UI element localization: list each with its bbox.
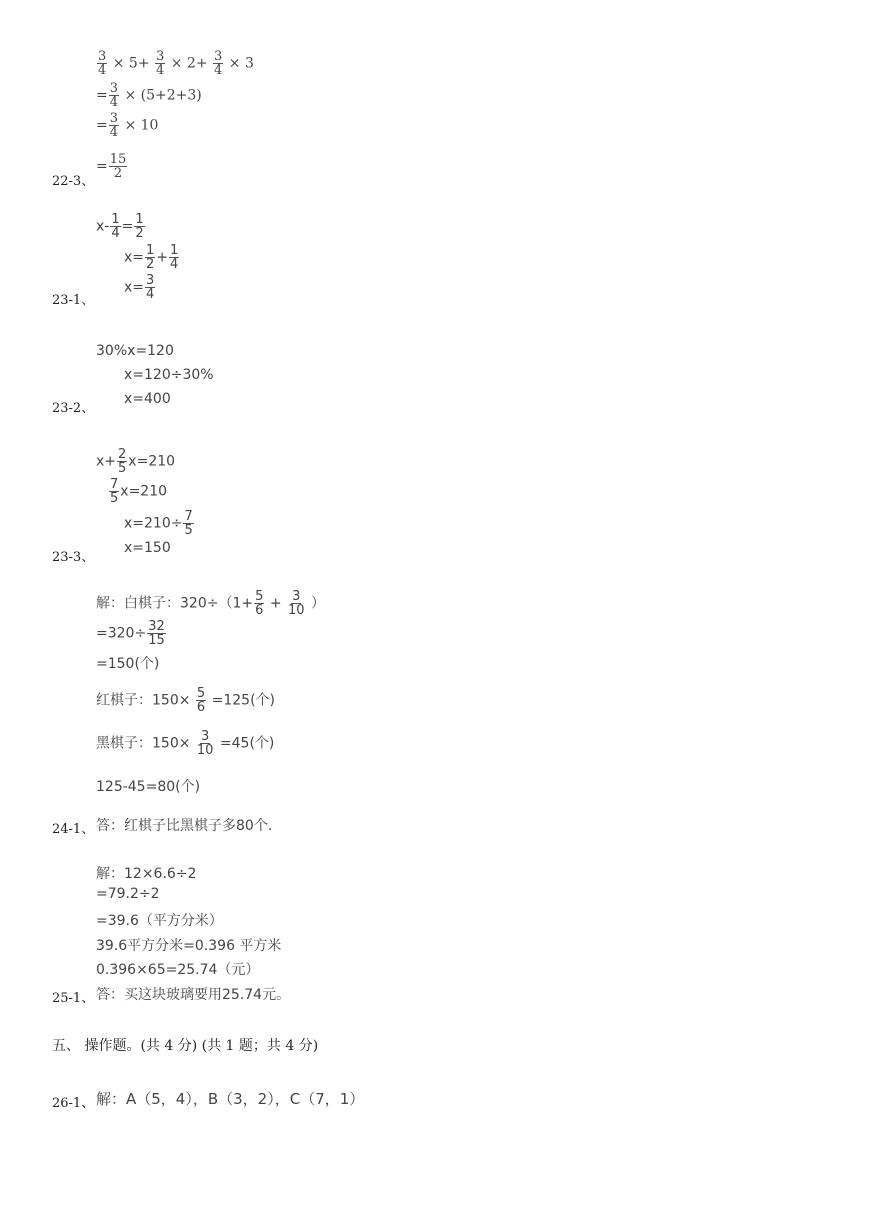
question-label-26-1: 26-1、 <box>52 1096 95 1111</box>
question-label-23-2: 23-2、 <box>52 401 95 416</box>
fraction: $\frac{7}{5}$ <box>184 509 193 538</box>
q23-3-line-2: $\frac{7}{5}$ x=210 <box>110 477 168 506</box>
fraction: $\frac{3}{10}$ <box>288 589 305 618</box>
q24-1-line-7: 答：红棋子比黑棋子多80个. <box>96 818 273 834</box>
fraction: $\frac{5}{6}$ <box>255 589 264 618</box>
q23-2-line-3: x=400 <box>124 391 171 407</box>
fraction: $\frac{32}{15}$ <box>148 619 165 648</box>
fraction: $\frac{15}{2}$ <box>109 152 127 181</box>
fraction: $\frac{1}{4}$ <box>170 243 179 272</box>
fraction: $\frac{2}{5}$ <box>118 447 127 476</box>
q25-1-line-3: =39.6（平方分米） <box>96 913 223 929</box>
section-heading-5: 五、 操作题。(共 4 分) (共 1 题；共 4 分) <box>52 1038 319 1054</box>
fraction: $\frac{1}{2}$ <box>135 212 144 241</box>
q22-3-line-4: = $\frac{15}{2}$ <box>96 152 127 181</box>
q22-3-line-1: $\frac{3}{4}$ × 5+ $\frac{3}{4}$ × 2+ $\frac{3}{4}$ × 3 <box>98 49 254 78</box>
q25-1-line-1: 解：12×6.6÷2 <box>96 866 197 882</box>
q23-2-line-1: 30%x=120 <box>96 343 174 359</box>
q25-1-line-4: 39.6平方分米=0.396 平方米 <box>96 938 282 954</box>
q24-1-line-6: 125-45=80(个) <box>96 779 201 795</box>
question-label-25-1: 25-1、 <box>52 991 95 1006</box>
q23-3-line-1: x+ $\frac{2}{5}$ x=210 <box>96 447 176 476</box>
fraction: $\frac{3}{4}$ <box>109 81 119 110</box>
q25-1-line-2: =79.2÷2 <box>96 886 160 902</box>
fraction: $\frac{1}{2}$ <box>146 243 155 272</box>
q22-3-line-3: = $\frac{3}{4}$ × 10 <box>96 111 159 140</box>
q22-3-line-2: = $\frac{3}{4}$ × (5+2+3) <box>96 81 202 110</box>
q23-1-line-2: x= $\frac{1}{2}$ + $\frac{1}{4}$ <box>124 243 179 272</box>
q23-1-line-3: x= $\frac{3}{4}$ <box>124 273 155 302</box>
q24-1-line-1: 解：白棋子：320÷（1+ $\frac{5}{6}$ + $\frac{3}{10}$ ） <box>96 589 326 618</box>
q24-1-line-5: 黑棋子：150× $\frac{3}{10}$ =45(个) <box>96 729 275 758</box>
fraction: $\frac{3}{10}$ <box>196 729 214 758</box>
q23-3-line-3: x=210÷ $\frac{7}{5}$ <box>124 509 193 538</box>
fraction: $\frac{3}{4}$ <box>109 111 119 140</box>
fraction: $\frac{3}{4}$ <box>98 49 107 78</box>
q23-3-line-4: x=150 <box>124 540 171 556</box>
q23-2-line-2: x=120÷30% <box>124 367 214 383</box>
fraction: $\frac{3}{4}$ <box>156 49 165 78</box>
question-label-23-1: 23-1、 <box>52 293 95 308</box>
q24-1-line-2: =320÷ $\frac{32}{15}$ <box>96 619 165 648</box>
q24-1-line-3: =150(个) <box>96 656 160 672</box>
fraction: $\frac{3}{4}$ <box>214 49 223 78</box>
q25-1-line-6: 答：买这块玻璃要用25.74元。 <box>96 987 291 1003</box>
question-label-24-1: 24-1、 <box>52 822 95 837</box>
q26-1-answer: 解：A（5，4），B（3，2），C（7，1） <box>96 1090 365 1108</box>
fraction: $\frac{5}{6}$ <box>196 686 206 715</box>
q23-1-line-1: x- $\frac{1}{4}$ = $\frac{1}{2}$ <box>96 212 144 241</box>
question-label-23-3: 23-3、 <box>52 550 95 565</box>
fraction: $\frac{7}{5}$ <box>110 477 119 506</box>
q24-1-line-4: 红棋子：150× $\frac{5}{6}$ =125(个) <box>96 686 276 715</box>
question-label-22-3: 22-3、 <box>52 174 95 189</box>
q25-1-line-5: 0.396×65=25.74（元） <box>96 962 260 978</box>
fraction: $\frac{3}{4}$ <box>146 273 155 302</box>
fraction: $\frac{1}{4}$ <box>111 212 120 241</box>
